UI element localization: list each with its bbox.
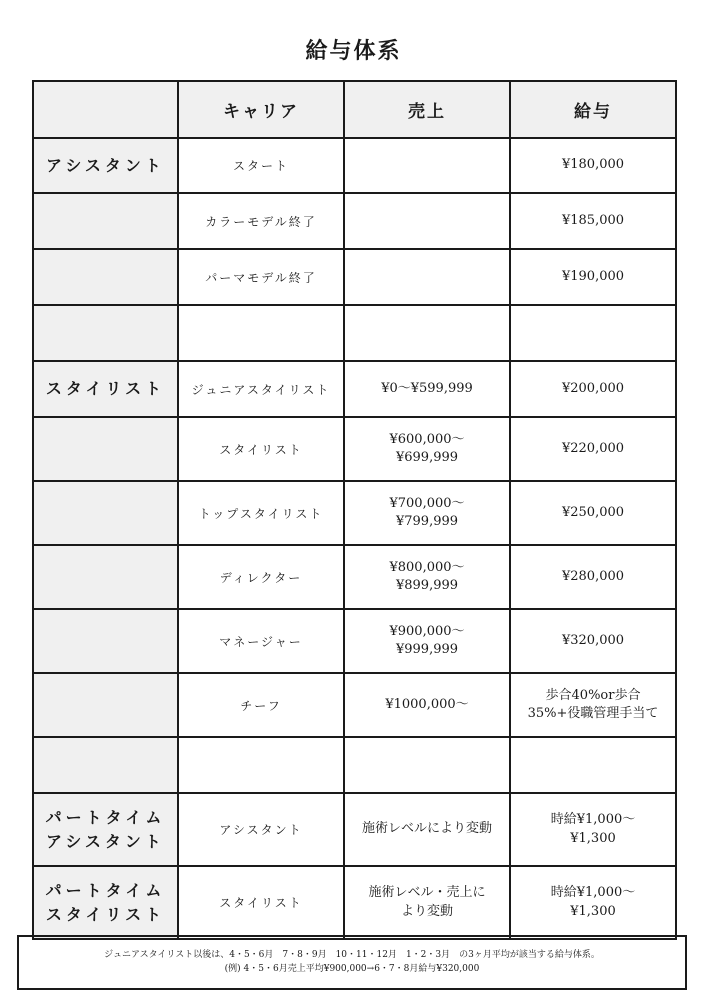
- table-row: [33, 545, 676, 609]
- pay-cell: 時給¥1,000〜 ¥1,300: [510, 866, 676, 939]
- table-row: [33, 138, 676, 193]
- career-cell: カラーモデル終了: [178, 193, 344, 249]
- category-cell: [33, 673, 178, 737]
- category-cell: [33, 609, 178, 673]
- career-cell: トップスタイリスト: [178, 481, 344, 545]
- career-cell: チーフ: [178, 673, 344, 737]
- career-cell: [178, 305, 344, 361]
- category-cell: スタイリスト: [33, 361, 178, 417]
- table-row: [33, 305, 676, 361]
- pay-cell: 時給¥1,000〜 ¥1,300: [510, 793, 676, 866]
- table-row: [33, 417, 676, 481]
- sales-cell: 施術レベルにより変動: [344, 793, 510, 866]
- pay-cell: [510, 305, 676, 361]
- career-cell: スタイリスト: [178, 866, 344, 939]
- category-cell: [33, 417, 178, 481]
- sales-cell: [344, 249, 510, 305]
- category-cell: [33, 249, 178, 305]
- career-cell: [178, 737, 344, 793]
- pay-cell: ¥280,000: [510, 545, 676, 609]
- career-cell: ディレクター: [178, 545, 344, 609]
- career-cell: マネージャー: [178, 609, 344, 673]
- pay-cell: 歩合40%or歩合 35%+役職管理手当て: [510, 673, 676, 737]
- pay-cell: ¥250,000: [510, 481, 676, 545]
- sales-cell: ¥700,000〜 ¥799,999: [344, 481, 510, 545]
- header-pay: 給与: [510, 81, 676, 138]
- page-title: 給与体系: [305, 38, 402, 64]
- salary-table: [32, 80, 677, 940]
- pay-cell: ¥320,000: [510, 609, 676, 673]
- header-category: [33, 81, 178, 138]
- pay-cell: ¥220,000: [510, 417, 676, 481]
- career-cell: パーマモデル終了: [178, 249, 344, 305]
- header-sales: 売上: [344, 81, 510, 138]
- header-career: キャリア: [178, 81, 344, 138]
- pay-cell: ¥185,000: [510, 193, 676, 249]
- sales-cell: ¥0〜¥599,999: [344, 361, 510, 417]
- table-row: [33, 609, 676, 673]
- footnote: [17, 935, 687, 990]
- table-row: [33, 673, 676, 737]
- header-row: [33, 81, 676, 138]
- sales-cell: [344, 737, 510, 793]
- footnote-line-2: (例) 4・5・6月売上平均¥900,000→6・7・8月給与¥320,000: [224, 963, 480, 974]
- footnote-line-1: ジュニアスタイリスト以後は、4・5・6月 7・8・9月 10・11・12月 1・2・3月 の3ヶ月平均が該当する給与体系。: [104, 950, 600, 960]
- sales-cell: [344, 305, 510, 361]
- category-cell: [33, 737, 178, 793]
- sales-cell: ¥800,000〜 ¥899,999: [344, 545, 510, 609]
- category-cell: パートタイム スタイリスト: [33, 866, 178, 939]
- table-row: [33, 361, 676, 417]
- pay-cell: ¥200,000: [510, 361, 676, 417]
- pay-cell: ¥180,000: [510, 138, 676, 193]
- table-row: [33, 481, 676, 545]
- category-cell: [33, 305, 178, 361]
- sales-cell: ¥1000,000〜: [344, 673, 510, 737]
- sales-cell: [344, 138, 510, 193]
- pay-cell: [510, 737, 676, 793]
- career-cell: ジュニアスタイリスト: [178, 361, 344, 417]
- career-cell: アシスタント: [178, 793, 344, 866]
- pay-cell: ¥190,000: [510, 249, 676, 305]
- table-row: [33, 193, 676, 249]
- sales-cell: 施術レベル・売上に より変動: [344, 866, 510, 939]
- category-cell: [33, 481, 178, 545]
- table-row: [33, 793, 676, 866]
- sales-cell: ¥600,000〜 ¥699,999: [344, 417, 510, 481]
- category-cell: [33, 545, 178, 609]
- table-row: [33, 737, 676, 793]
- sales-cell: [344, 193, 510, 249]
- category-cell: パートタイム アシスタント: [33, 793, 178, 866]
- table-row: [33, 249, 676, 305]
- table-row: [33, 866, 676, 939]
- category-cell: アシスタント: [33, 138, 178, 193]
- category-cell: [33, 193, 178, 249]
- sales-cell: ¥900,000〜 ¥999,999: [344, 609, 510, 673]
- career-cell: スタート: [178, 138, 344, 193]
- career-cell: スタイリスト: [178, 417, 344, 481]
